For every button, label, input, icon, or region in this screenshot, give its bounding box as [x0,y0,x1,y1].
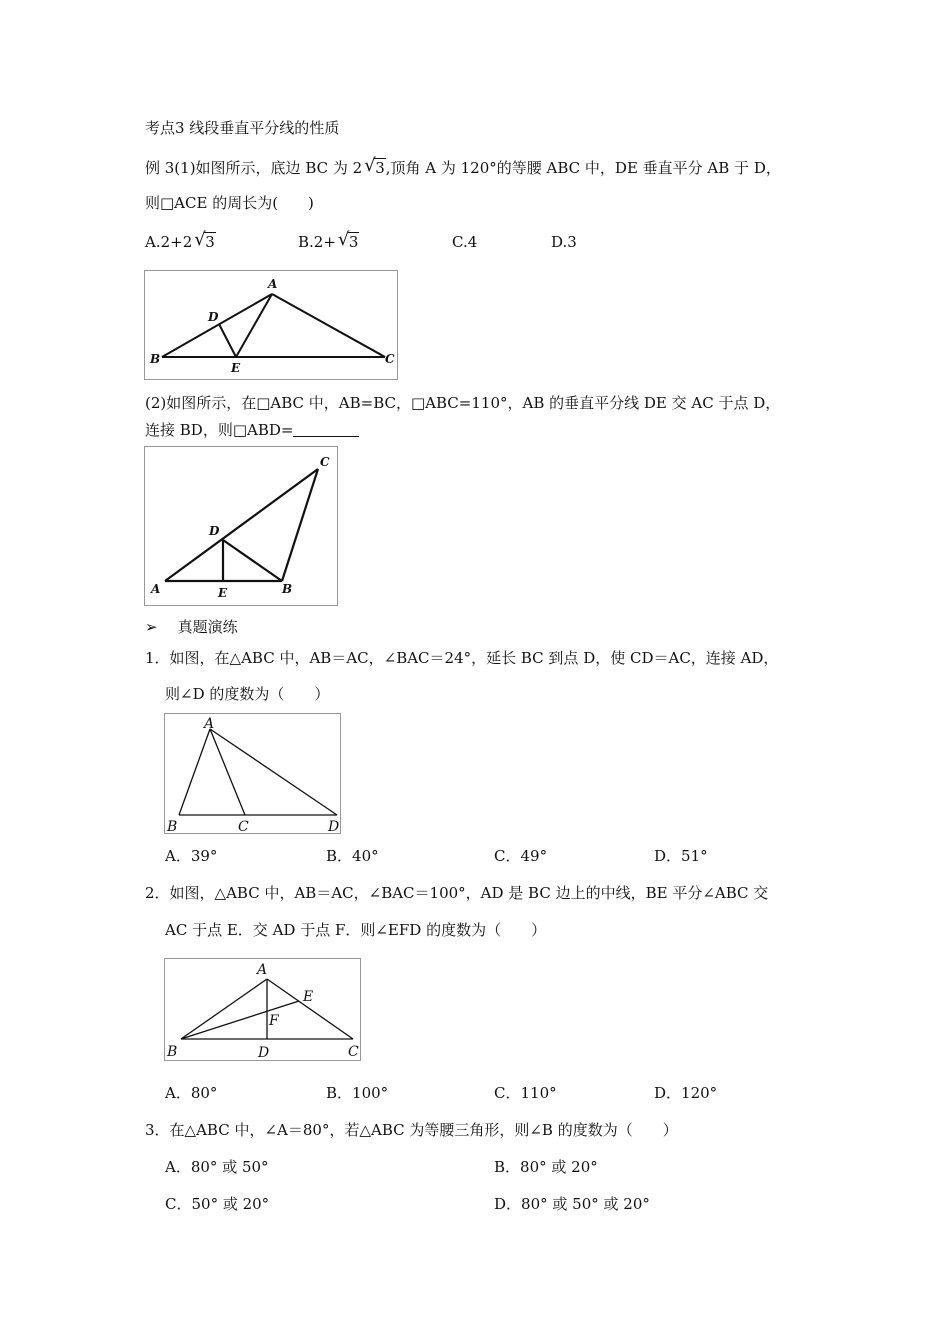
answer-blank[interactable] [293,422,359,437]
ex3-option-d: D.3 [551,233,577,251]
q2-option-b: B．100° [326,1084,389,1102]
label-c: C [385,352,395,366]
label-d: D [258,1045,270,1060]
label-a: A [268,277,278,291]
segment-ac [267,979,353,1039]
q2-line1: 2．如图，△ABC 中，AB＝AC，∠BAC＝100°，AD 是 BC 边上的中线，BE 平分∠ABC 交 [145,884,769,902]
q1-line1: 1．如图，在△ABC 中，AB＝AC，∠BAC＝24°，延长 BC 到点 D，使 CD＝AC，连接 AD， [145,649,779,667]
ex3-part1-text-a: 例 3(1)如图所示，底边 BC 为 2 [145,159,363,177]
segment-ad [210,729,337,815]
ex3-part1-line2: 则□ACE 的周长为( ) [145,194,314,212]
practice-header [145,617,238,637]
label-b: B [167,819,178,833]
figure-ex3-1 [144,270,398,380]
practice-title: 真题演练 [177,618,238,636]
sqrt-symbol: √ 3 [364,155,385,177]
q2-option-d: D．120° [654,1084,718,1102]
q3-option-d: D．80° 或 50° 或 20° [494,1195,650,1213]
sqrt-arg: 3 [348,233,359,251]
q2-line2: AC 于点 E．交 AD 于点 F．则∠EFD 的度数为（ ） [165,921,547,939]
segment-ba [162,294,272,357]
q2-option-c: C．110° [494,1084,557,1102]
option-label: B.2+ [298,233,336,251]
label-f: F [269,1013,279,1029]
ex3-part1-line1 [145,155,781,178]
label-a: A [151,582,161,596]
label-d: D [328,819,340,833]
label-e: E [231,361,241,375]
segment-ab [179,729,210,815]
label-c: C [238,819,249,833]
figure-q1 [164,713,341,834]
sqrt-arg: 3 [375,159,385,177]
figure-ex3-2 [144,446,338,606]
label-e: E [303,989,314,1005]
segment-cb [282,469,318,581]
ex3-part2-line1: (2)如图所示，在□ABC 中，AB=BC，□ABC=110°，AB 的垂直平分线 DE 交 AC 于点 D， [145,394,781,412]
label-a: A [204,716,215,732]
segment-ac [210,729,245,815]
option-label: A.2+2 [145,233,193,251]
label-c: C [348,1044,359,1060]
segment-ab [181,979,267,1039]
ex3-option-c: C.4 [452,233,478,251]
sqrt-symbol: √ 3 [337,229,359,251]
ex3-option-a [145,229,216,252]
section-title: 考点3 线段垂直平分线的性质 [145,119,340,137]
segment-ac [272,294,385,357]
figure-q2 [164,958,361,1061]
ex3-part2-line2 [145,420,359,440]
label-b: B [150,352,161,366]
segment-de [219,324,236,357]
q1-option-c: C．49° [494,847,548,865]
label-c: C [320,455,330,469]
bullet-icon: ➢ [145,618,158,636]
q1-option-d: D．51° [654,847,708,865]
q3-line1: 3．在△ABC 中，∠A＝80°，若△ABC 为等腰三角形，则∠B 的度数为（ ） [145,1121,678,1139]
label-d: D [208,310,219,324]
sqrt-arg: 3 [205,233,215,251]
ex3-option-b [298,229,359,252]
q2-option-a: A．80° [165,1084,218,1102]
label-a: A [257,962,268,978]
q1-option-b: B．40° [326,847,379,865]
label-d: D [209,524,220,538]
label-b: B [282,582,293,596]
q1-option-a: A．39° [165,847,218,865]
sqrt-symbol: √ 3 [194,229,215,251]
q3-option-c: C．50° 或 20° [165,1195,270,1213]
q1-line2: 则∠D 的度数为（ ） [165,685,330,703]
segment-be [181,1001,299,1039]
label-b: B [167,1044,178,1060]
label-e: E [218,586,228,600]
ex3-part2-text: 连接 BD，则□ABD= [145,421,294,439]
q3-option-b: B．80° 或 20° [494,1158,598,1176]
q3-option-a: A．80° 或 50° [165,1158,269,1176]
segment-ac [165,469,318,581]
segment-db [223,540,282,581]
ex3-part1-text-b: ,顶角 A 为 120°的等腰 ABC 中，DE 垂直平分 AB 于 D， [385,159,781,177]
